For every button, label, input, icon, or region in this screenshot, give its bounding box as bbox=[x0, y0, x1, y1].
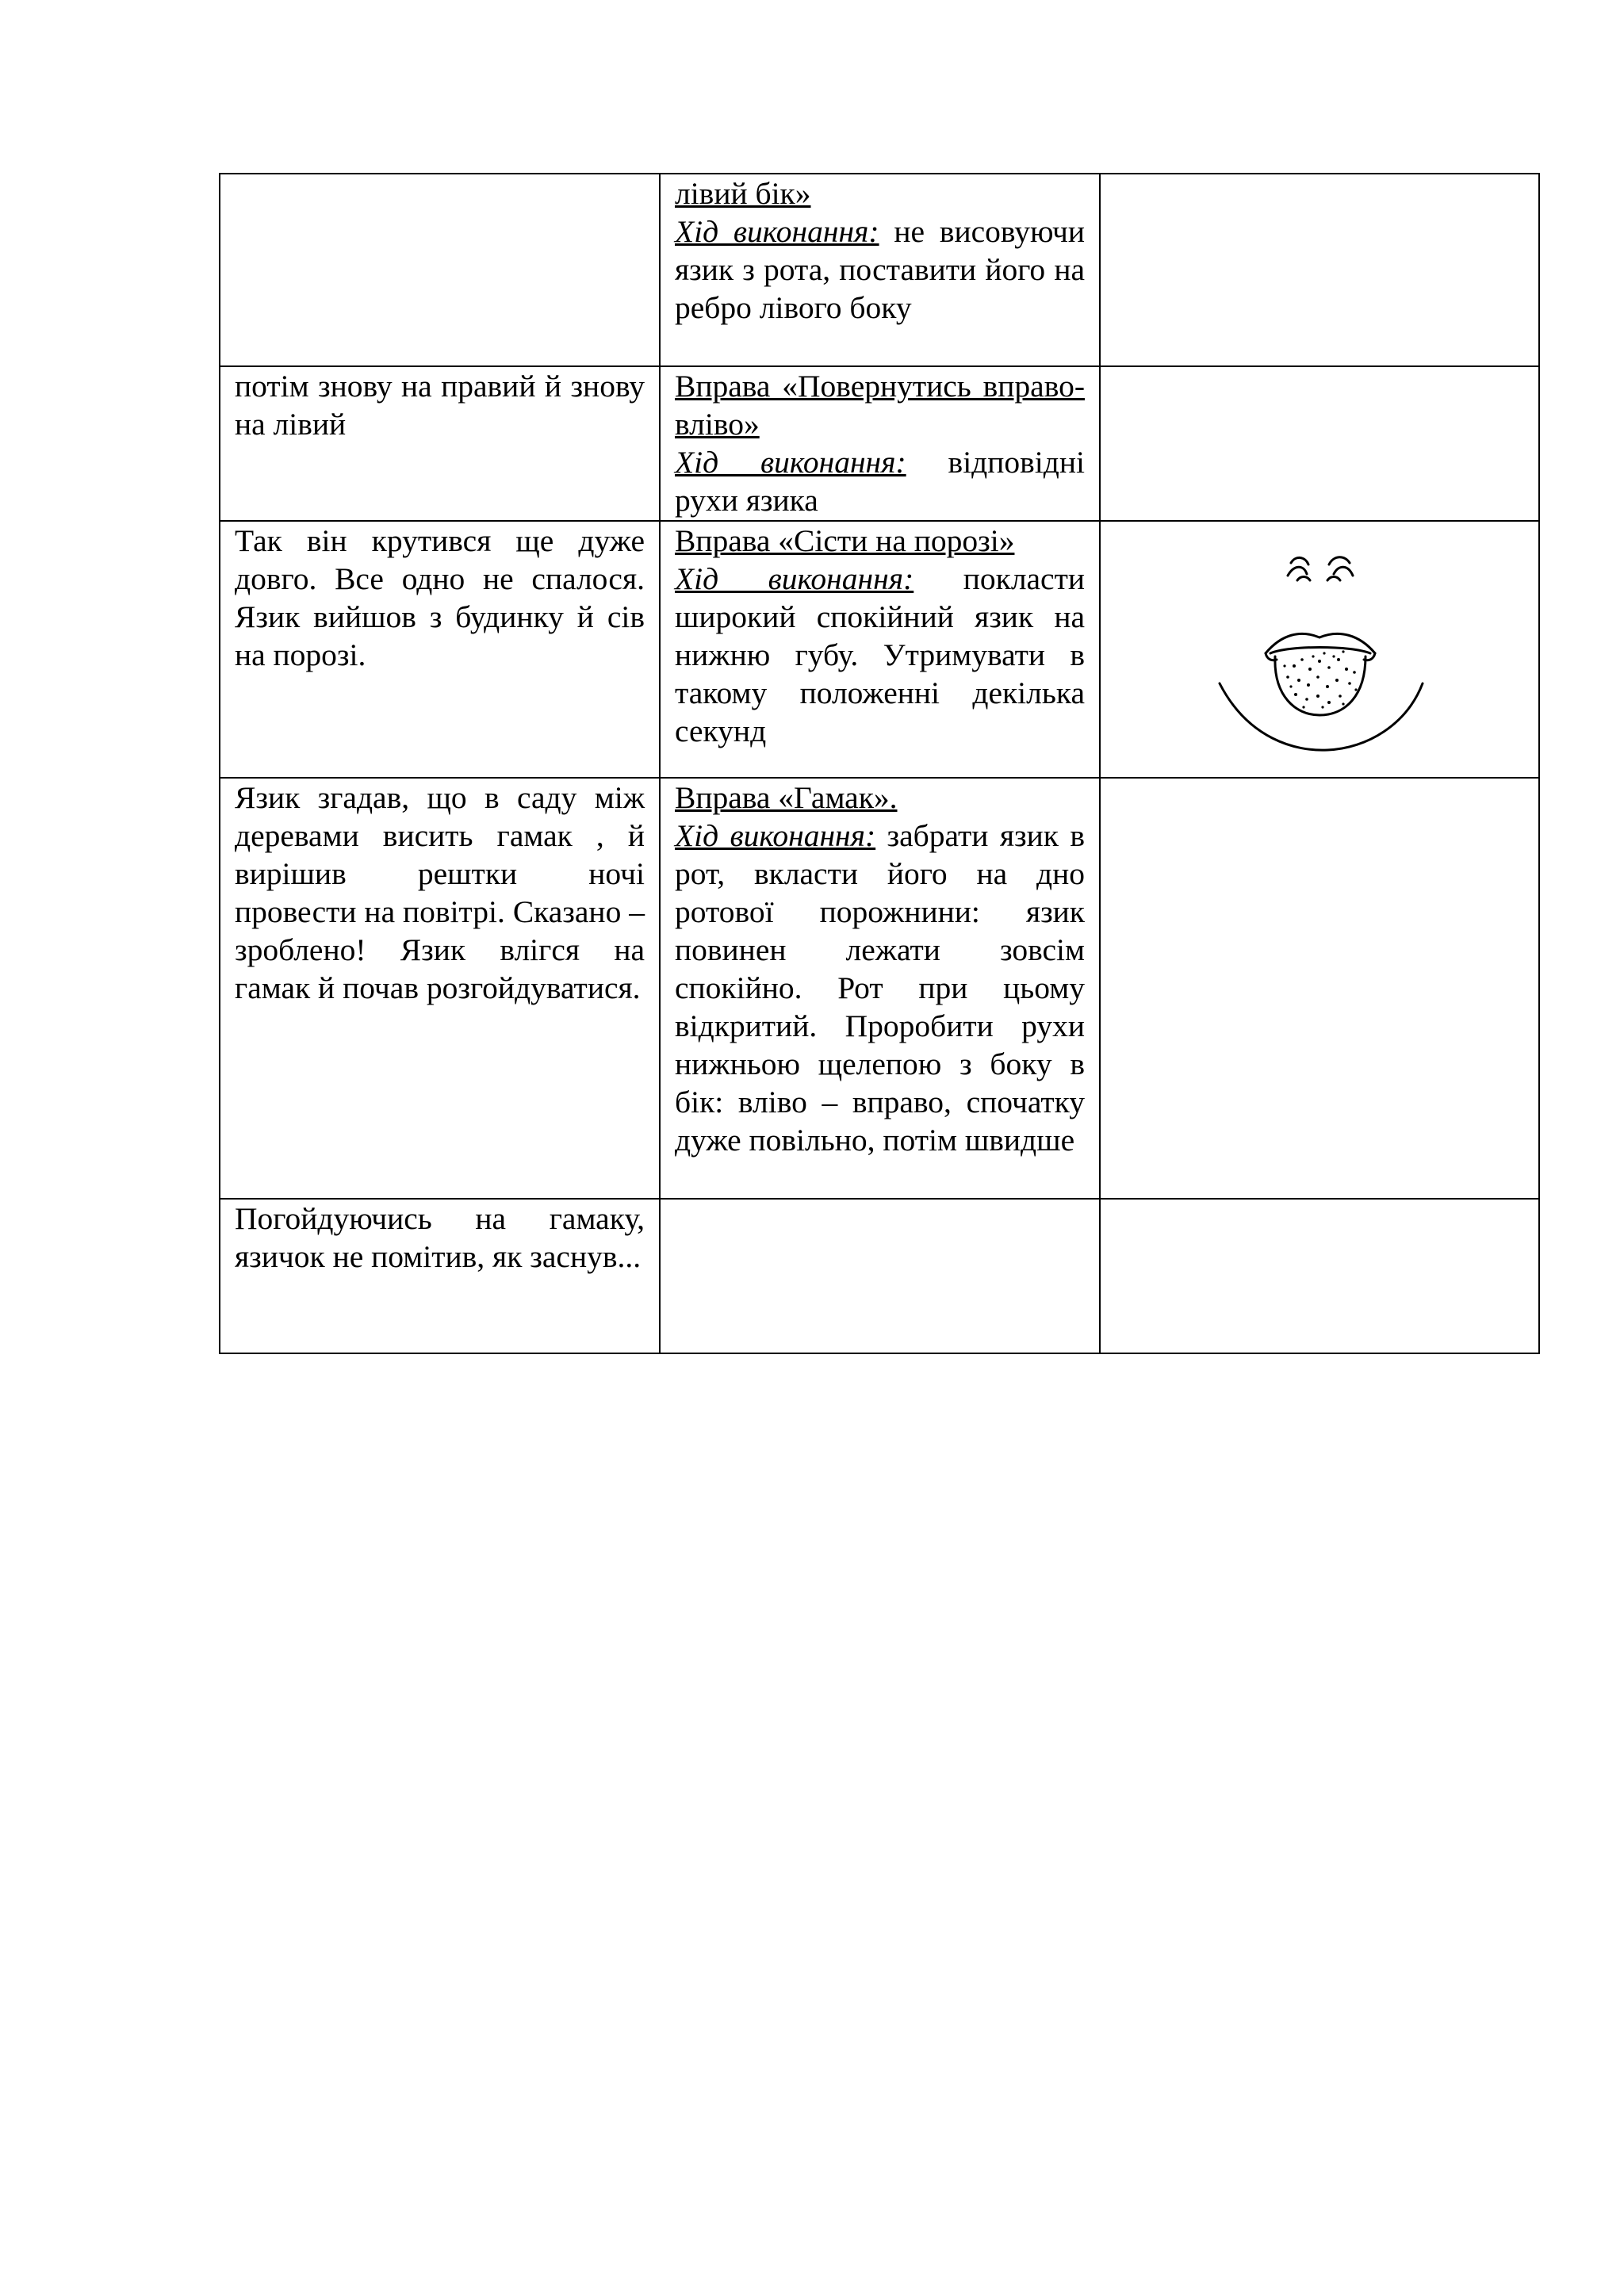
illustration-cell bbox=[1100, 366, 1539, 521]
table-row bbox=[220, 174, 1539, 366]
exercise-cell bbox=[660, 1199, 1100, 1353]
tongue-outline bbox=[1275, 656, 1365, 715]
nostril-right-inner bbox=[1327, 577, 1340, 581]
procedure-label: Хід виконання: bbox=[675, 214, 879, 249]
procedure-text: відповідні рухи язика bbox=[675, 445, 1085, 518]
chin-outline bbox=[1220, 683, 1423, 750]
story-cell bbox=[220, 366, 660, 521]
procedure-text: забрати язик в рот, вкласти його на дно ротової порожнини: язик повинен лежати зовсім спокійно. Рот при цьому відкритий. Проробити рухи нижньою щелепою з боку в бік: вліво – вправо, спочатку дуже повільно, потім швидше bbox=[675, 818, 1085, 1158]
exercise-table bbox=[219, 173, 1540, 1354]
procedure-text: не висовуючи язик з рота, поставити його на ребро лівого боку bbox=[675, 214, 1085, 325]
exercise-cell bbox=[660, 174, 1100, 366]
illustration-cell bbox=[1100, 1199, 1539, 1353]
illustration-cell bbox=[1100, 778, 1539, 1199]
table-row bbox=[220, 778, 1539, 1199]
exercise-title: Вправа «Повернутись вправо-вліво» bbox=[675, 369, 1085, 442]
illustration-cell bbox=[1100, 521, 1539, 778]
nostril-left-inner bbox=[1297, 577, 1310, 581]
exercise-cell bbox=[660, 366, 1100, 521]
exercise-cell bbox=[660, 521, 1100, 778]
procedure-text: покласти широкий спокійний язик на нижню губу. Утримувати в такому положенні декілька секунд bbox=[675, 561, 1085, 748]
exercise-title: Вправа «Сісти на порозі» bbox=[675, 523, 1015, 558]
exercise-cell bbox=[660, 778, 1100, 1199]
story-cell bbox=[220, 174, 660, 366]
nostril-right bbox=[1334, 567, 1353, 576]
story-text: Погойдуючись на гамаку, язичок не помітив, як заснув... bbox=[235, 1201, 645, 1274]
story-cell bbox=[220, 521, 660, 778]
exercise-title: лівий бік» bbox=[675, 176, 811, 211]
exercise-title: Вправа «Гамак». bbox=[675, 780, 898, 815]
table-row bbox=[220, 521, 1539, 778]
procedure-label: Хід виконання: bbox=[675, 445, 906, 480]
table-row bbox=[220, 366, 1539, 521]
procedure-label: Хід виконання: bbox=[675, 561, 914, 596]
table-row bbox=[220, 1199, 1539, 1353]
story-text: потім знову на правий й знову на лівий bbox=[235, 369, 645, 442]
story-text: Язик згадав, що в саду між деревами висить гамак , й вирішив рештки ночі провести на повітрі. Сказано – зроблено! Язик влігся на гамак й почав розгойдуватися. bbox=[235, 780, 645, 1005]
story-cell bbox=[220, 1199, 660, 1353]
face-tongue-illustration bbox=[1208, 541, 1431, 755]
nostril-left bbox=[1288, 567, 1307, 576]
illustration-cell bbox=[1100, 174, 1539, 366]
story-cell bbox=[220, 778, 660, 1199]
nose-right-top bbox=[1329, 557, 1350, 564]
procedure-label: Хід виконання: bbox=[675, 818, 876, 853]
nose-left-top bbox=[1291, 557, 1308, 564]
story-text: Так він крутився ще дуже довго. Все одно не спалося. Язик вийшов з будинку й сів на порозі. bbox=[235, 523, 645, 672]
